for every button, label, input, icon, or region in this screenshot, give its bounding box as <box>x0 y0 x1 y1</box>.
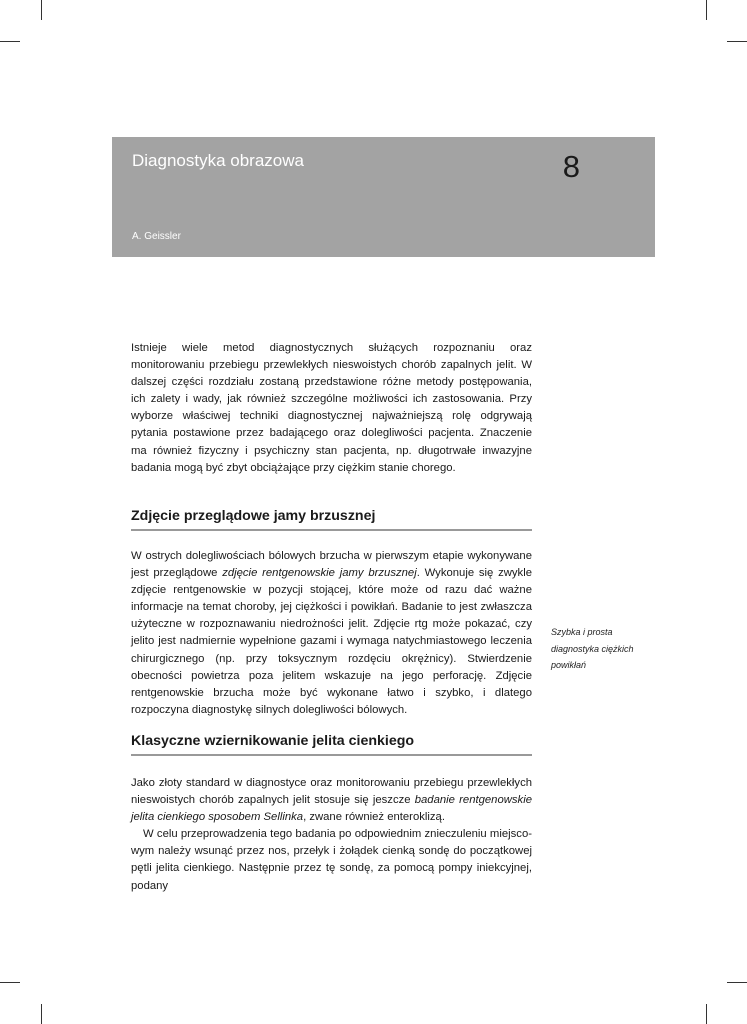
text-run: W ostrych dolegliwościach bólowych brzucha w pierwszym etapie wykonywane jest przeglądowe <box>131 550 532 580</box>
section-title-abdominal-xray: Zdjęcie przeglądowe jamy brzusznej <box>131 508 532 531</box>
section-abdominal-xray-body <box>131 548 532 719</box>
chapter-title: Diagnostyka obrazowa <box>132 151 304 170</box>
crop-mark-top-left <box>41 0 42 20</box>
text-run: , zwane również enteroklizą. <box>303 811 445 824</box>
intro-paragraph: Istnieje wiele metod diagnostycznych służących rozpoznaniu oraz monitorowaniu przebiegu przewlekłych nieswoistych chorób zapalnych jelit. W dalszej części rozdziału zostaną przedstawione różne metody postępowania, ich zalety i wady, jak również szczególne możliwości ich zastosowania. Przy wyborze właściwej techniki diagnostycznej najważniejszą rolę odgrywają pytania postawione przez badającego oraz dolegliwości pacjenta. Znaczenie ma również fizyczny i psychiczny stan pacjenta, np. długotrwałe inwazyjne badania mogą być zbyt obciążające przy ciężkim stanie chorego. <box>131 342 532 474</box>
section-title-small-bowel: Klasyczne wziernikowanie jelita cienkiego <box>131 733 532 756</box>
section-small-bowel-paragraph-1 <box>131 775 532 826</box>
margin-note: Szybka i prosta diagnostyka ciężkich powikłań <box>551 627 634 670</box>
crop-mark-right-bottom <box>727 982 747 983</box>
section-abdominal-xray-paragraph <box>131 548 532 719</box>
text-run: Jako złoty standard w diagnostyce oraz monitorowaniu przebiegu przewlekłych nieswoistych chorób zapalnych jelit stosuje się jeszcze <box>131 777 532 807</box>
crop-mark-bottom-right <box>706 1004 707 1024</box>
emphasis-text: badanie rentgenowskie jelita cienkiego sposobem Sellinka <box>131 794 532 824</box>
section-small-bowel-paragraph-2: W celu przeprowadzenia tego badania po odpowiednim znieczuleniu miejscowym należy wsunąć przez nos, przełyk i żołądek cienką sondę do początkowej pętli jelita cienkiego. Następnie przez tę sondę, za pomocą pompy iniekcyjnej, podany <box>131 828 532 892</box>
crop-mark-left-top <box>0 41 20 42</box>
crop-mark-left-bottom <box>0 982 20 983</box>
intro-block <box>131 340 532 477</box>
chapter-author: A. Geissler <box>132 231 181 242</box>
text-run: . Wykonuje się zwykle zdjęcie rentgenowskie w pozycji stojącej, które może od razu dać ważne informacje na temat choroby, jej ciężkości i powikłań. Badanie to jest zwłaszcza użyteczne w rozpoznawaniu niedrożności jelit. Zdjęcie rtg może pokazać, czy jelito jest nadmiernie wypełnione gazami i wymaga natychmiastowego leczenia chirurgicznego (np. przy toksycznym rozdęciu okrężnicy). Stwierdzenie obecności powietrza poza jelitem wskazuje na jego perforację. Zdjęcie rentgenowskie brzucha może być wykonane łatwo i szybko, i dlatego rozpoczyna diagnostykę silnych dolegliwości bólowych. <box>131 567 532 716</box>
section-small-bowel-body <box>131 775 532 895</box>
crop-mark-bottom-left <box>41 1004 42 1024</box>
emphasis-text: zdjęcie rentgenowskie jamy brzusznej <box>222 567 417 580</box>
chapter-header <box>112 137 655 257</box>
chapter-number: 8 <box>562 149 580 184</box>
crop-mark-right-top <box>727 41 747 42</box>
crop-mark-top-right <box>706 0 707 20</box>
